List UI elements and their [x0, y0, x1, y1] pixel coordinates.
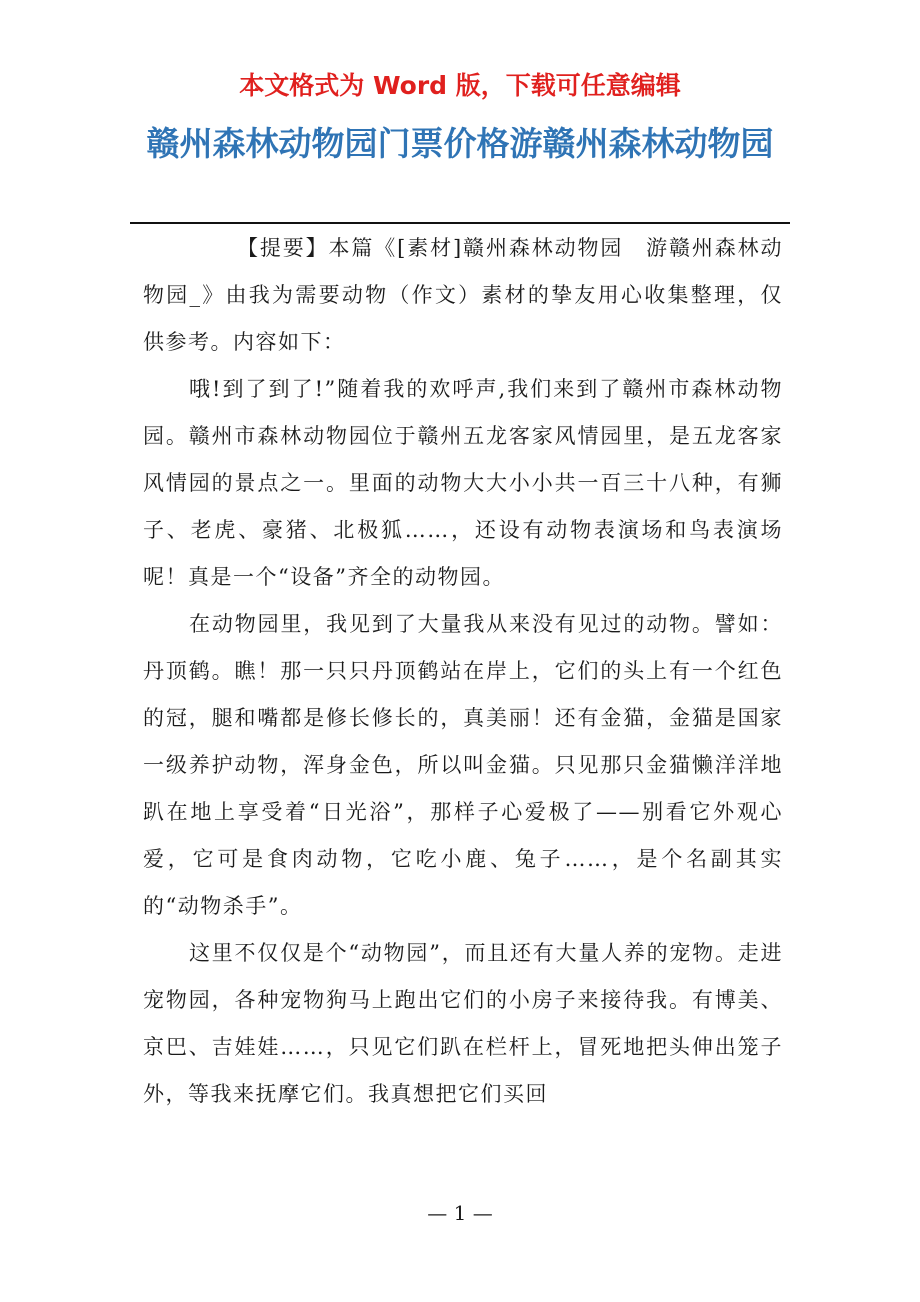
format-notice: 本文格式为 Word 版，下载可任意编辑 — [239, 71, 681, 100]
title-divider — [130, 222, 790, 224]
body-paragraph-2: 在动物园里，我见到了大量我从来没有见过的动物。譬如：丹顶鹤。瞧！那一只只丹顶鹤站在岸上，它们的头上有一个红色的冠，腿和嘴都是修长修长的，真美丽！还有金猫，金猫是国家一级养护动物，浑身金色，所以叫金猫。只见那只金猫懒洋洋地趴在地上享受着“日光浴”，那样子心爱极了——别看它外观心爱，它可是食肉动物，它吃小鹿、兔子……，是个名副其实的“动物杀手”。 — [143, 612, 783, 918]
document-body — [143, 225, 783, 1118]
page-number: — 1 — — [427, 1201, 493, 1225]
body-paragraph-1: 哦!到了到了!”随着我的欢呼声,我们来到了赣州市森林动物园。赣州市森林动物园位于赣州五龙客家风情园里，是五龙客家风情园的景点之一。里面的动物大大小小共一百三十八种，有狮子、老虎、豪猪、北极狐……，还设有动物表演场和鸟表演场呢！真是一个“设备”齐全的动物园。 — [143, 377, 783, 589]
document-title: 赣州森林动物园门票价格游赣州森林动物园 — [146, 124, 774, 163]
abstract-paragraph: 【提要】本篇《[素材]赣州森林动物园 游赣州森林动物园_》由我为需要动物（作文）素材的挚友用心收集整理，仅供参考。内容如下： — [143, 236, 783, 354]
body-paragraph-3: 这里不仅仅是个“动物园”，而且还有大量人养的宠物。走进宠物园，各种宠物狗马上跑出它们的小房子来接待我。有博美、京巴、吉娃娃……，只见它们趴在栏杆上，冒死地把头伸出笼子外，等我来抚摩它们。我真想把它们买回 — [143, 941, 783, 1106]
